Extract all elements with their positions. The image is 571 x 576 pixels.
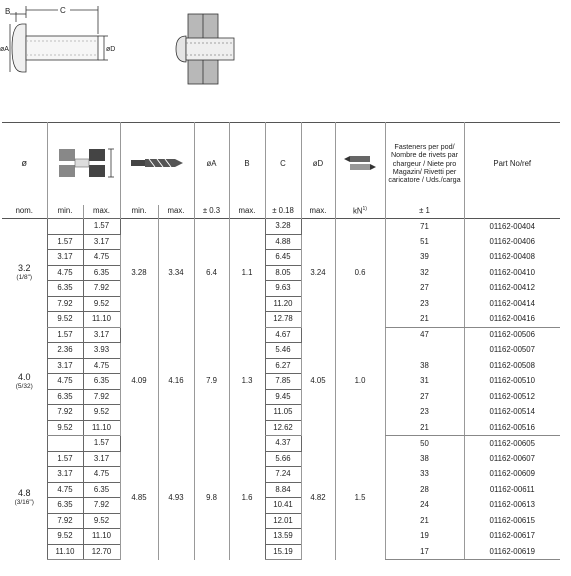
grip-max-cell: 3.93: [83, 343, 120, 359]
grip-max-cell: 7.92: [83, 389, 120, 405]
grip-range-icon: [49, 143, 119, 183]
drill-max-cell: 3.34: [158, 219, 194, 328]
grip-max-cell: 11.10: [83, 529, 120, 545]
fasteners-qty-cell: [385, 343, 464, 359]
table-row: [2, 343, 560, 359]
table-row: [2, 281, 560, 297]
part-number-cell: 01162-00617: [464, 529, 560, 545]
fasteners-qty-cell: 39: [385, 250, 464, 266]
drill-min-cell: 4.85: [120, 436, 158, 560]
grip-min-cell: 3.17: [47, 467, 83, 483]
part-number-cell: 01162-00514: [464, 405, 560, 421]
head-dia-cell: 9.8: [194, 436, 229, 560]
fasteners-qty-cell: 21: [385, 312, 464, 328]
nominal-diameter-value: 4.8: [17, 487, 31, 498]
part-number-cell: 01162-00609: [464, 467, 560, 483]
header-drill-min: min.: [120, 205, 158, 219]
grip-min-cell: 1.57: [47, 234, 83, 250]
length-cell: 5.66: [265, 451, 301, 467]
header-drill-max: max.: [158, 205, 194, 219]
dim-c-label: C: [60, 6, 66, 15]
rivet-section-drawing: [176, 14, 234, 84]
length-cell: 12.01: [265, 513, 301, 529]
grip-min-cell: 1.57: [47, 451, 83, 467]
table-row: [2, 467, 560, 483]
drill-min-cell: 3.28: [120, 219, 158, 328]
grip-max-cell: 6.35: [83, 482, 120, 498]
header-length-tol: ± 0.18: [265, 205, 301, 219]
body-dia-cell: 3.24: [301, 219, 335, 328]
table-row: [2, 482, 560, 498]
table-row: [2, 219, 560, 235]
grip-max-cell: 9.52: [83, 405, 120, 421]
grip-min-cell: 3.17: [47, 358, 83, 374]
header-drill-icon: [120, 123, 194, 205]
header-grip-min: min.: [47, 205, 83, 219]
grip-min-cell: 9.52: [47, 420, 83, 436]
nominal-diameter-value: 4.0: [17, 371, 31, 382]
header-body-dia-note: max.: [301, 205, 335, 219]
header-diameter: ø: [21, 158, 27, 169]
part-number-cell: 01162-00406: [464, 234, 560, 250]
grip-max-cell: 9.52: [83, 513, 120, 529]
header-head-dia-tol: ± 0.3: [194, 205, 229, 219]
grip-max-cell: 9.52: [83, 296, 120, 312]
nominal-diameter: [2, 327, 47, 436]
table-row: [2, 389, 560, 405]
drill-max-cell: 4.16: [158, 327, 194, 436]
header-fasteners: Fasteners per pod/ Nombre de rivets par chargeur / Niete pro Magazin/ Rivetti per caricatore / Uds./carga: [385, 123, 464, 205]
grip-min-cell: 6.35: [47, 389, 83, 405]
rivet-spec-table: [2, 122, 560, 560]
length-cell: 7.85: [265, 374, 301, 390]
header-part-blank: [464, 205, 560, 219]
fasteners-qty-cell: 38: [385, 358, 464, 374]
fasteners-qty-cell: 71: [385, 219, 464, 235]
fasteners-qty-cell: 21: [385, 513, 464, 529]
table-row: [2, 529, 560, 545]
grip-min-cell: 9.52: [47, 312, 83, 328]
table-row: [2, 250, 560, 266]
rivet-diagrams: [0, 0, 571, 118]
grip-max-cell: 6.35: [83, 374, 120, 390]
length-cell: 4.88: [265, 234, 301, 250]
table-row: [2, 498, 560, 514]
nominal-diameter-fraction: (1/8"): [16, 274, 33, 282]
fasteners-qty-cell: 27: [385, 389, 464, 405]
length-cell: 6.27: [265, 358, 301, 374]
length-cell: 9.63: [265, 281, 301, 297]
grip-min-cell: 11.10: [47, 544, 83, 560]
grip-min-cell: 4.75: [47, 265, 83, 281]
header-body-dia: øD: [301, 123, 335, 205]
length-cell: 6.45: [265, 250, 301, 266]
table-row: [2, 420, 560, 436]
part-number-cell: 01162-00512: [464, 389, 560, 405]
fasteners-qty-cell: 19: [385, 529, 464, 545]
length-cell: 8.05: [265, 265, 301, 281]
body-dia-cell: 4.82: [301, 436, 335, 560]
fasteners-qty-cell: 27: [385, 281, 464, 297]
table-row: [2, 436, 560, 452]
fasteners-qty-cell: 21: [385, 420, 464, 436]
length-cell: 4.37: [265, 436, 301, 452]
part-number-cell: 01162-00615: [464, 513, 560, 529]
part-number-cell: 01162-00516: [464, 420, 560, 436]
fasteners-qty-cell: 17: [385, 544, 464, 560]
header-head-height: B: [229, 123, 265, 205]
grip-min-cell: [47, 436, 83, 452]
grip-min-cell: 4.75: [47, 374, 83, 390]
length-cell: 11.05: [265, 405, 301, 421]
length-cell: 11.20: [265, 296, 301, 312]
fasteners-qty-cell: 50: [385, 436, 464, 452]
rivet-dimension-drawing: [10, 6, 108, 72]
length-cell: 9.45: [265, 389, 301, 405]
drill-max-cell: 4.93: [158, 436, 194, 560]
part-number-cell: 01162-00507: [464, 343, 560, 359]
fasteners-qty-cell: 23: [385, 405, 464, 421]
table-row: [2, 358, 560, 374]
grip-min-cell: 9.52: [47, 529, 83, 545]
grip-max-cell: 3.17: [83, 234, 120, 250]
grip-max-cell: 6.35: [83, 265, 120, 281]
grip-max-cell: 4.75: [83, 250, 120, 266]
grip-max-cell: 1.57: [83, 436, 120, 452]
grip-min-cell: 6.35: [47, 281, 83, 297]
grip-min-cell: 4.75: [47, 482, 83, 498]
shear-force-cell: 1.0: [335, 327, 385, 436]
header-grip-icon: [47, 123, 120, 205]
grip-max-cell: 12.70: [83, 544, 120, 560]
header-grip-max: max.: [83, 205, 120, 219]
header-diameter-note: nom.: [15, 206, 33, 216]
shear-force-icon: [342, 152, 378, 174]
dim-b-label: B: [5, 7, 11, 16]
length-cell: 5.46: [265, 343, 301, 359]
fasteners-qty-cell: 47: [385, 327, 464, 343]
length-cell: 13.59: [265, 529, 301, 545]
table-row: [2, 451, 560, 467]
grip-max-cell: 11.10: [83, 312, 120, 328]
part-number-cell: 01162-00607: [464, 451, 560, 467]
fasteners-qty-cell: 51: [385, 234, 464, 250]
table-row: [2, 405, 560, 421]
table-row: [2, 296, 560, 312]
length-cell: 4.67: [265, 327, 301, 343]
grip-max-cell: 11.10: [83, 420, 120, 436]
nominal-diameter: [2, 219, 47, 328]
grip-min-cell: 2.36: [47, 343, 83, 359]
table-row: [2, 544, 560, 560]
header-head-height-note: max.: [229, 205, 265, 219]
table-row: [2, 513, 560, 529]
part-number-cell: 01162-00510: [464, 374, 560, 390]
table-row: [2, 265, 560, 281]
length-cell: 12.78: [265, 312, 301, 328]
shear-force-cell: 0.6: [335, 219, 385, 328]
part-number-cell: 01162-00605: [464, 436, 560, 452]
nominal-diameter-fraction: (3/16"): [14, 498, 34, 506]
part-number-cell: 01162-00408: [464, 250, 560, 266]
nominal-diameter: [2, 436, 47, 560]
header-head-dia: øA: [194, 123, 229, 205]
length-cell: 3.28: [265, 219, 301, 235]
grip-max-cell: 3.17: [83, 327, 120, 343]
grip-min-cell: 3.17: [47, 250, 83, 266]
part-number-cell: 01162-00414: [464, 296, 560, 312]
grip-max-cell: 1.57: [83, 219, 120, 235]
head-height-cell: 1.1: [229, 219, 265, 328]
drill-min-cell: 4.09: [120, 327, 158, 436]
dim-d-label: øD: [106, 46, 116, 53]
grip-max-cell: 4.75: [83, 467, 120, 483]
shear-force-cell: 1.5: [335, 436, 385, 560]
header-force-icon: [335, 123, 385, 205]
header-fasteners-tol: ± 1: [385, 205, 464, 219]
grip-min-cell: 1.57: [47, 327, 83, 343]
part-number-cell: 01162-00506: [464, 327, 560, 343]
fasteners-qty-cell: 32: [385, 265, 464, 281]
table-row: [2, 374, 560, 390]
part-number-cell: 01162-00619: [464, 544, 560, 560]
header-part: Part No/ref: [464, 123, 560, 205]
part-number-cell: 01162-00613: [464, 498, 560, 514]
part-number-cell: 01162-00410: [464, 265, 560, 281]
length-cell: 8.84: [265, 482, 301, 498]
head-height-cell: 1.3: [229, 327, 265, 436]
part-number-cell: 01162-00508: [464, 358, 560, 374]
nominal-diameter-fraction: (5/32): [15, 382, 33, 390]
part-number-cell: 01162-00416: [464, 312, 560, 328]
fasteners-qty-cell: 24: [385, 498, 464, 514]
fasteners-qty-cell: 33: [385, 467, 464, 483]
header-length: C: [265, 123, 301, 205]
grip-max-cell: 7.92: [83, 281, 120, 297]
table-row: [2, 234, 560, 250]
table-row: [2, 327, 560, 343]
grip-min-cell: 7.92: [47, 405, 83, 421]
head-dia-cell: 7.9: [194, 327, 229, 436]
length-cell: 10.41: [265, 498, 301, 514]
fasteners-qty-cell: 31: [385, 374, 464, 390]
fasteners-qty-cell: 23: [385, 296, 464, 312]
grip-max-cell: 7.92: [83, 498, 120, 514]
part-number-cell: 01162-00404: [464, 219, 560, 235]
fasteners-qty-cell: 28: [385, 482, 464, 498]
drill-bit-icon: [127, 153, 187, 173]
grip-max-cell: 3.17: [83, 451, 120, 467]
grip-max-cell: 4.75: [83, 358, 120, 374]
part-number-cell: 01162-00412: [464, 281, 560, 297]
dim-a-label: øA: [0, 46, 9, 53]
grip-min-cell: 7.92: [47, 513, 83, 529]
grip-min-cell: 7.92: [47, 296, 83, 312]
head-height-cell: 1.6: [229, 436, 265, 560]
part-number-cell: 01162-00611: [464, 482, 560, 498]
head-dia-cell: 6.4: [194, 219, 229, 328]
length-cell: 12.62: [265, 420, 301, 436]
header-force-unit: $kN^{1)}$: [335, 205, 385, 219]
grip-min-cell: [47, 219, 83, 235]
table-row: [2, 312, 560, 328]
grip-min-cell: 6.35: [47, 498, 83, 514]
nominal-diameter-value: 3.2: [17, 263, 31, 274]
fasteners-qty-cell: 38: [385, 451, 464, 467]
body-dia-cell: 4.05: [301, 327, 335, 436]
length-cell: 15.19: [265, 544, 301, 560]
length-cell: 7.24: [265, 467, 301, 483]
